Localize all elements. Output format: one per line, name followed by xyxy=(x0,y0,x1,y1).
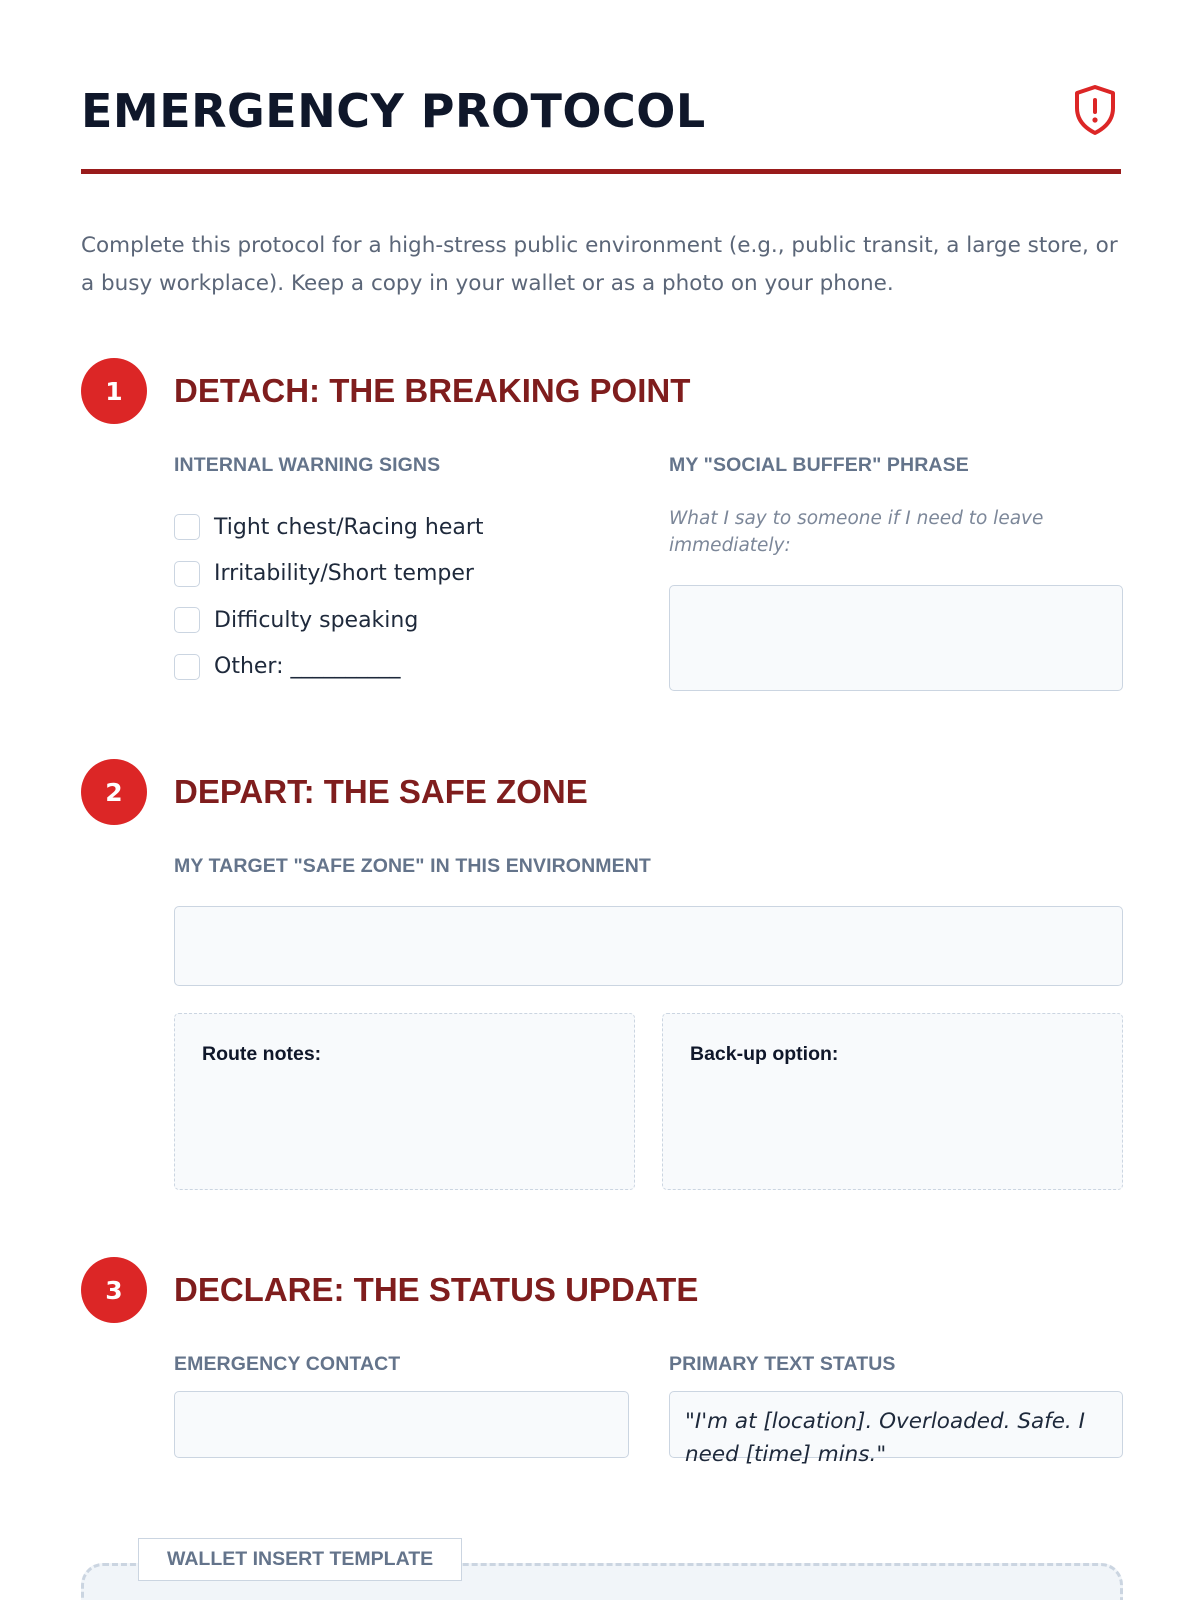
step-2-badge: 2 xyxy=(81,759,147,825)
step-2-title: DEPART: THE SAFE ZONE xyxy=(174,773,588,810)
route-notes-label: Route notes: xyxy=(202,1043,322,1065)
shield-alert-icon xyxy=(1073,84,1117,136)
checkbox[interactable] xyxy=(174,561,200,587)
warning-sign-item[interactable] xyxy=(174,504,484,551)
warning-sign-label: Tight chest/Racing heart xyxy=(214,514,484,540)
checkbox[interactable] xyxy=(174,514,200,540)
checkbox[interactable] xyxy=(174,654,200,680)
page-title: EMERGENCY PROTOCOL xyxy=(81,84,706,138)
backup-option-label: Back-up option: xyxy=(690,1043,839,1065)
text-status-value: "I'm at [location]. Overloaded. Safe. I need [time] mins." xyxy=(685,1409,1085,1467)
text-status-label: PRIMARY TEXT STATUS xyxy=(669,1353,896,1375)
warning-sign-item[interactable] xyxy=(174,597,484,644)
social-buffer-label: MY "SOCIAL BUFFER" PHRASE xyxy=(669,454,969,476)
warning-sign-item[interactable] xyxy=(174,551,484,598)
safe-zone-field[interactable] xyxy=(174,906,1123,986)
route-notes-box[interactable] xyxy=(174,1013,635,1190)
page-header xyxy=(81,80,1121,174)
emergency-contact-label: EMERGENCY CONTACT xyxy=(174,1353,401,1375)
wallet-insert-tab: WALLET INSERT TEMPLATE xyxy=(138,1538,462,1581)
warning-sign-label: Difficulty speaking xyxy=(214,607,419,633)
social-buffer-field[interactable] xyxy=(669,585,1123,691)
warning-sign-item[interactable] xyxy=(174,644,484,691)
warning-signs-label: INTERNAL WARNING SIGNS xyxy=(174,454,441,476)
safe-zone-label: MY TARGET "SAFE ZONE" IN THIS ENVIRONMENT xyxy=(174,855,651,877)
step-1-title: DETACH: THE BREAKING POINT xyxy=(174,372,691,409)
warning-sign-label: Irritability/Short temper xyxy=(214,561,474,587)
intro-text: Complete this protocol for a high-stress public environment (e.g., public transit, a large store, or a busy workplace). Keep a copy in your wallet or as a photo on your phone. xyxy=(81,233,1118,296)
social-buffer-hint: What I say to someone if I need to leave immediately: xyxy=(669,508,1044,556)
emergency-contact-field[interactable] xyxy=(174,1391,629,1458)
checkbox[interactable] xyxy=(174,607,200,633)
backup-option-box[interactable] xyxy=(662,1013,1123,1190)
step-3-title: DECLARE: THE STATUS UPDATE xyxy=(174,1271,699,1308)
step-3-badge: 3 xyxy=(81,1257,147,1323)
title-divider xyxy=(81,169,1121,174)
step-1-badge: 1 xyxy=(81,358,147,424)
warning-sign-label: Other: __________ xyxy=(214,654,401,680)
warning-signs-list xyxy=(174,504,484,690)
